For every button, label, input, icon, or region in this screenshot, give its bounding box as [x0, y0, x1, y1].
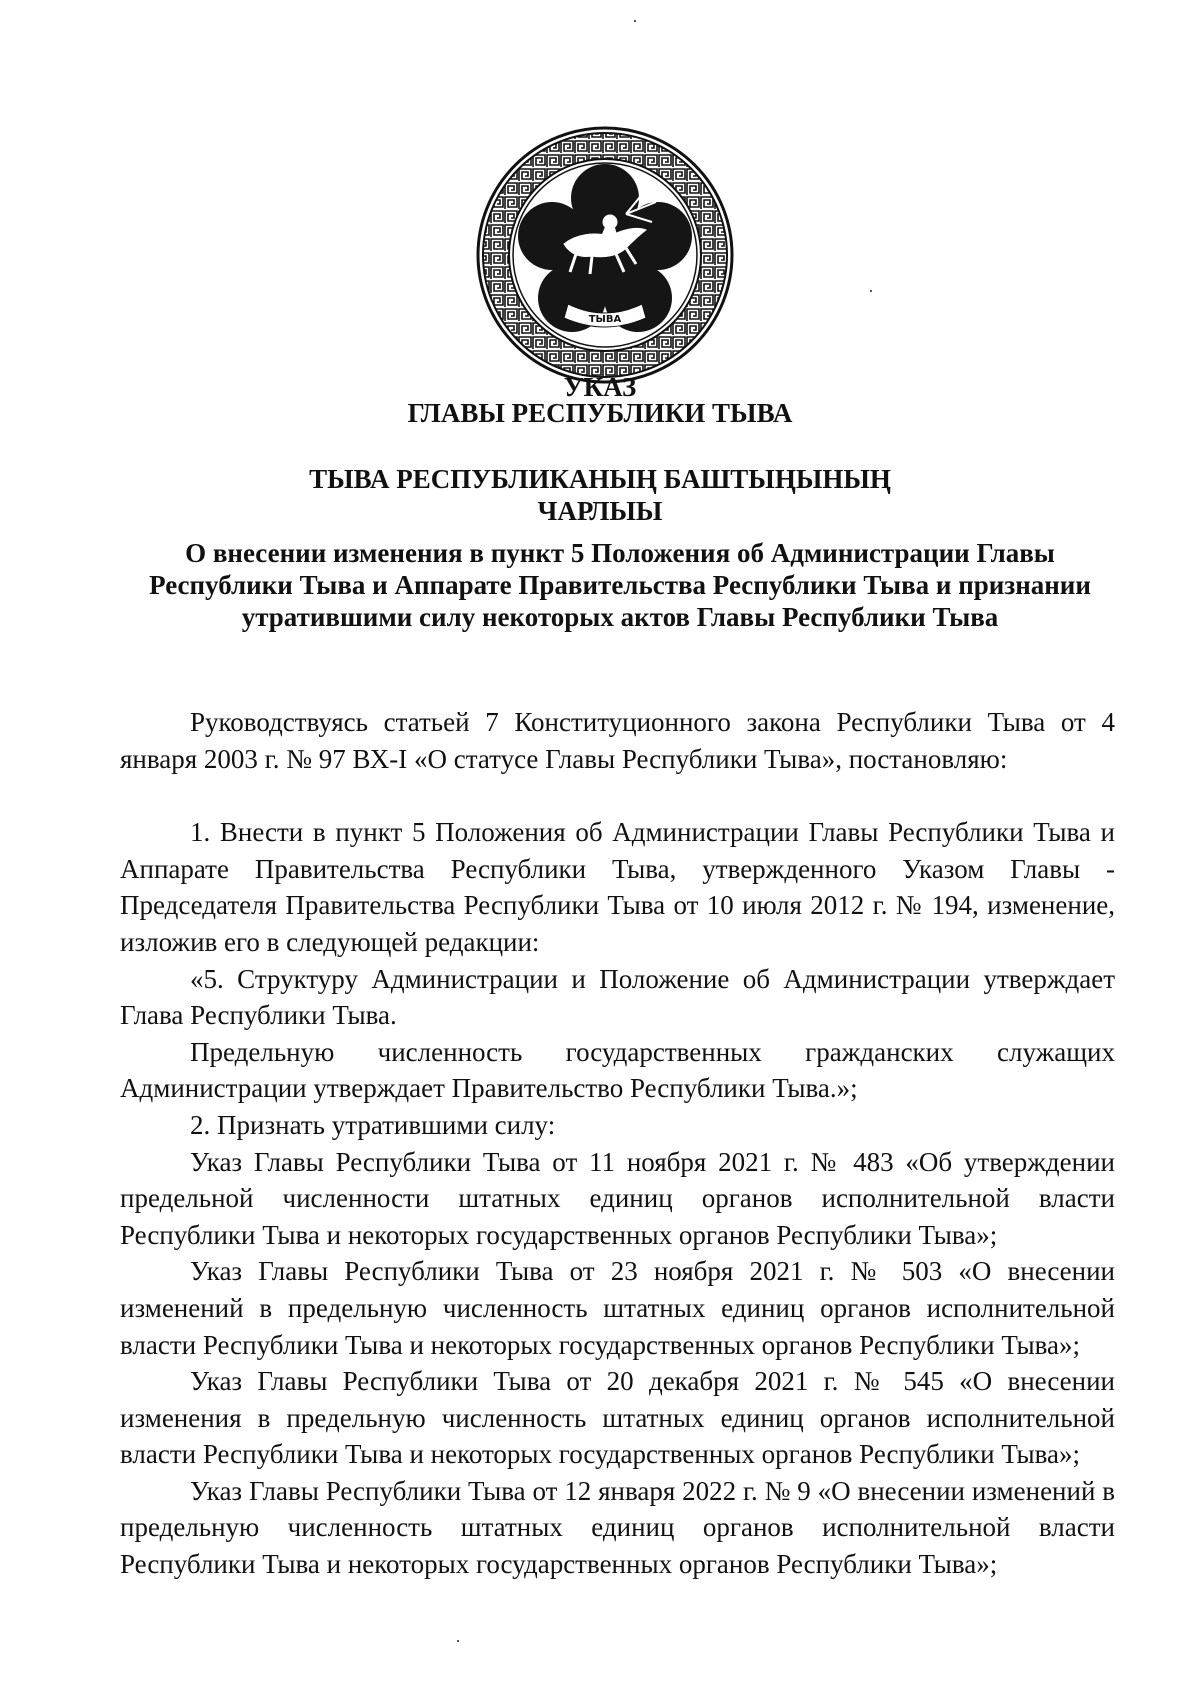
repealed-decree-9: Указ Главы Республики Тыва от 12 января 2022 г. № 9 «О внесении изменений в предельную численность штатных единиц органов исполнительной власти Республики Тыва и некоторых государственных органов Республики Тыва»;	[120, 1475, 1115, 1580]
clause-1-paragraph: 1. Внести в пункт 5 Положения об Администрации Главы Республики Тыва и Аппарате Правительства Республики Тыва, утвержденного Указом Главы - Председателя Правительства Республики Тыва от 10 июля 2012 г. № 194, изменение, изложив его в следующей редакции:	[120, 817, 1115, 957]
emblem-icon	[476, 126, 734, 384]
clause-2-paragraph: 2. Признать утратившими силу:	[190, 1109, 556, 1140]
document-title-line-1: О внесении изменения в пункт 5 Положения об Администрации Главы	[185, 538, 1055, 568]
decree-heading: УКАЗ	[563, 372, 637, 402]
repealed-decree-545: Указ Главы Республики Тыва от 20 декабря 2021 г. № 545 «О внесении изменения в предельную численность штатных единиц органов исполнительной власти Республики Тыва и некоторых государственных органов Республики Тыва»;	[120, 1366, 1115, 1470]
document-body	[120, 704, 1115, 1583]
scan-speck	[457, 1640, 459, 1642]
republic-emblem	[476, 126, 734, 384]
scan-speck	[870, 290, 872, 292]
decree-heading-tuvan: ЧАРЛЫЫ	[537, 496, 663, 526]
issuer-heading: ГЛАВЫ РЕСПУБЛИКИ ТЫВА	[407, 398, 793, 428]
amendment-text-paragraph: «5. Структуру Администрации и Положение об Администрации утверждает Глава Республики Тыва.	[120, 963, 1115, 1031]
svg-text:ТЫВА: ТЫВА	[588, 314, 622, 325]
scan-speck	[634, 20, 636, 22]
issuer-heading-tuvan: ТЫВА РЕСПУБЛИКАНЫҢ БАШТЫҢЫНЫҢ	[309, 464, 891, 494]
document-title-line-3: утратившими силу некоторых актов Главы Республики Тыва	[241, 602, 999, 632]
document-title-line-2: Республики Тыва и Аппарате Правительства Республики Тыва и признании	[149, 570, 1091, 600]
amendment-text-paragraph-2: Предельную численность государственных гражданских служащих Администрации утверждает Правительство Республики Тыва.»;	[120, 1036, 1115, 1104]
preamble-paragraph: Руководствуясь статьей 7 Конституционного закона Республики Тыва от 4 января 2003 г. № 97 ВХ-I «О статусе Главы Республики Тыва», постановляю:	[120, 707, 1115, 774]
repealed-decree-503: Указ Главы Республики Тыва от 23 ноября 2021 г. № 503 «О внесении изменений в предельную численность штатных единиц органов исполнительной власти Республики Тыва и некоторых государственных органов Республики Тыва»;	[120, 1256, 1115, 1360]
repealed-decree-483: Указ Главы Республики Тыва от 11 ноября 2021 г. № 483 «Об утверждении предельной численности штатных единиц органов исполнительной власти Республики Тыва и некоторых государственных органов Республики Тыва»;	[120, 1146, 1115, 1250]
